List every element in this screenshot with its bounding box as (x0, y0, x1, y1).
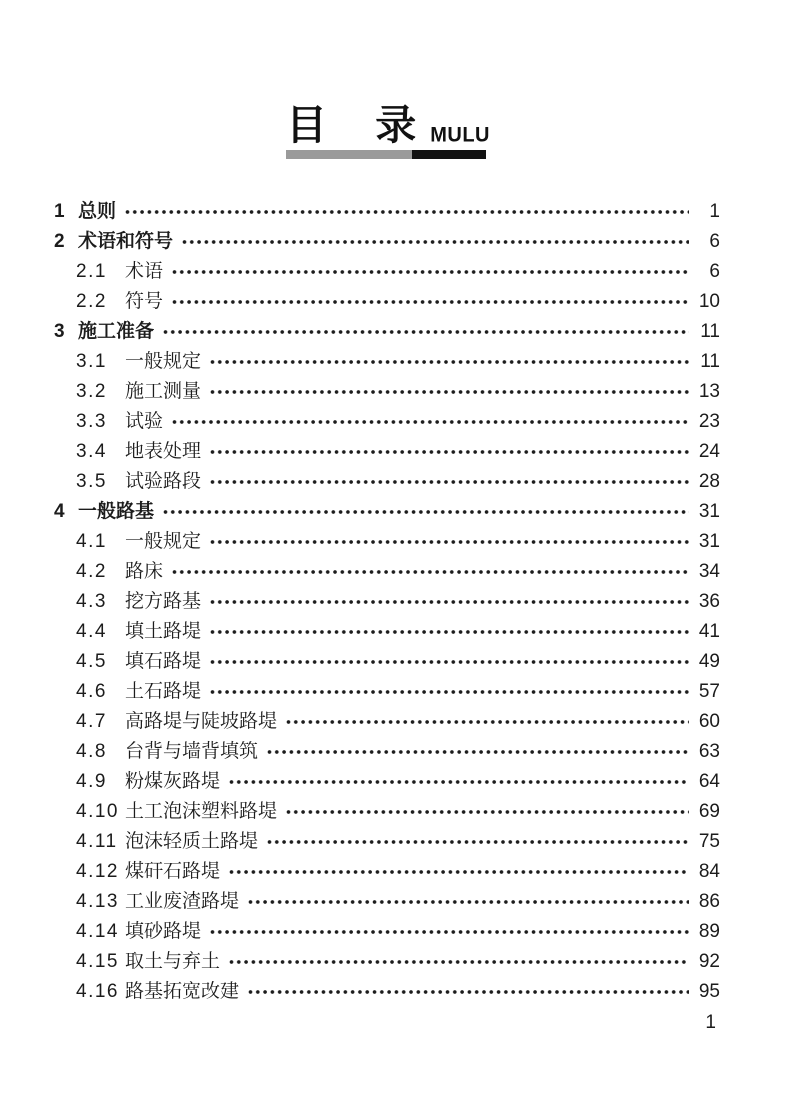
toc-entry-title: 填石路堤 (125, 651, 202, 672)
toc-entry (0, 917, 720, 947)
toc-entry-page: 11 (700, 321, 720, 342)
toc-entry (0, 347, 720, 377)
toc-entry-page: 1 (709, 201, 720, 222)
toc-entry-page: 28 (698, 471, 720, 492)
dotted-leader (266, 737, 689, 767)
page-header (286, 100, 490, 159)
dotted-leader (124, 197, 689, 227)
toc-entry-page: 13 (698, 381, 720, 402)
toc-entry-title: 挖方路基 (125, 591, 202, 612)
toc-entry (0, 467, 720, 497)
toc-entry-number: 4.4 (76, 621, 107, 642)
toc-entry-number: 4.13 (76, 891, 119, 912)
toc-entry-number: 3 (54, 321, 67, 342)
toc-entry (0, 227, 720, 257)
toc-entry-number: 4.1 (76, 531, 107, 552)
toc-entry-number: 4.14 (76, 921, 119, 942)
toc-entry-number: 4.8 (76, 741, 107, 762)
title-char-left: 目 (286, 102, 327, 148)
toc-entry (0, 527, 720, 557)
toc-entry-number: 3.1 (76, 351, 107, 372)
dotted-leader (171, 257, 689, 287)
dotted-leader (247, 977, 689, 1007)
dotted-leader (228, 947, 689, 977)
dotted-leader (209, 587, 689, 617)
toc-entry-title: 泡沫轻质土路堤 (125, 831, 259, 852)
toc-entry (0, 287, 720, 317)
toc-entry-title: 一般规定 (125, 531, 202, 552)
toc-entry (0, 407, 720, 437)
toc-entry (0, 857, 720, 887)
dotted-leader (171, 557, 689, 587)
toc-entry-page: 89 (698, 921, 720, 942)
toc-entry-page: 34 (698, 561, 720, 582)
toc-entry-number: 4.16 (76, 981, 119, 1002)
title-char-right: 录 (375, 102, 417, 148)
toc-entry-title: 地表处理 (125, 441, 202, 462)
toc-entry (0, 947, 720, 977)
toc-entry-title: 土石路堤 (125, 681, 202, 702)
toc-entry-title: 高路堤与陡坡路堤 (125, 711, 278, 732)
toc-entry-number: 4.3 (76, 591, 107, 612)
toc-entry-page: 69 (698, 801, 720, 822)
dotted-leader (171, 287, 689, 317)
toc-entry-title: 一般规定 (125, 351, 202, 372)
toc-entry (0, 737, 720, 767)
dotted-leader (181, 227, 689, 257)
toc-entry-title: 工业废渣路堤 (125, 891, 240, 912)
title-pinyin: MULU (430, 123, 490, 147)
toc-entry-title: 一般路基 (78, 501, 155, 522)
toc-entry (0, 437, 720, 467)
toc-entry (0, 707, 720, 737)
toc-entry (0, 497, 720, 527)
toc-entry (0, 617, 720, 647)
toc-entry (0, 197, 720, 227)
toc-entry-number: 4 (54, 501, 67, 522)
dotted-leader (171, 407, 689, 437)
toc-entry-number: 3.5 (76, 471, 107, 492)
toc-entry-title: 土工泡沫塑料路堤 (125, 801, 278, 822)
dotted-leader (209, 647, 689, 677)
toc-entry-number: 4.15 (76, 951, 119, 972)
toc-entry-page: 86 (698, 891, 720, 912)
toc-entry-title: 总则 (78, 201, 117, 222)
toc-entry-number: 2.1 (76, 261, 107, 282)
toc-entry-title: 台背与墙背填筑 (125, 741, 259, 762)
dotted-leader (209, 377, 689, 407)
toc-entry (0, 767, 720, 797)
toc-entry-page: 6 (709, 261, 720, 282)
dotted-leader (209, 467, 689, 497)
toc-entry-page: 92 (698, 951, 720, 972)
toc-entry-page: 63 (698, 741, 720, 762)
toc-entry-title: 填砂路堤 (125, 921, 202, 942)
toc-entry-number: 3.2 (76, 381, 107, 402)
toc-entry-number: 4.11 (76, 831, 118, 852)
toc-entry-page: 31 (698, 501, 720, 522)
toc-entry-page: 95 (698, 981, 720, 1002)
dotted-leader (285, 707, 689, 737)
toc-entry (0, 827, 720, 857)
toc-entry-page: 10 (698, 291, 720, 312)
toc-entry (0, 647, 720, 677)
toc-entry-title: 试验路段 (125, 471, 202, 492)
toc-entry-number: 4.7 (76, 711, 107, 732)
title-underline-bar (286, 150, 486, 159)
toc-entry-number: 2 (54, 231, 67, 252)
toc-entry-title: 试验 (125, 411, 164, 432)
toc-entry-page: 36 (698, 591, 720, 612)
toc-entry-page: 60 (698, 711, 720, 732)
dotted-leader (209, 677, 689, 707)
dotted-leader (247, 887, 689, 917)
toc-entry-number: 3.3 (76, 411, 107, 432)
toc-entry (0, 887, 720, 917)
toc-entry (0, 257, 720, 287)
toc-entry-number: 4.2 (76, 561, 107, 582)
dotted-leader (209, 917, 689, 947)
toc-entry-page: 75 (698, 831, 720, 852)
toc-entry (0, 677, 720, 707)
toc-entry-number: 3.4 (76, 441, 107, 462)
toc-entry-page: 23 (698, 411, 720, 432)
toc-entry-title: 煤矸石路堤 (125, 861, 221, 882)
dotted-leader (285, 797, 689, 827)
toc-entry-number: 1 (54, 201, 67, 222)
toc-entry (0, 797, 720, 827)
toc-entry-number: 2.2 (76, 291, 107, 312)
toc-entry (0, 557, 720, 587)
toc-entry-number: 4.12 (76, 861, 119, 882)
toc-entry (0, 317, 720, 347)
toc-entry-title: 符号 (125, 291, 164, 312)
toc-entry-page: 49 (698, 651, 720, 672)
toc-entry-page: 11 (700, 351, 720, 372)
toc-entry-title: 施工准备 (78, 321, 155, 342)
dotted-leader (162, 317, 689, 347)
dotted-leader (228, 767, 689, 797)
toc-entry-title: 路床 (125, 561, 164, 582)
toc-entry-number: 4.9 (76, 771, 107, 792)
toc-entry-title: 粉煤灰路堤 (125, 771, 221, 792)
toc-entry-number: 4.10 (76, 801, 119, 822)
toc-entry (0, 977, 720, 1007)
toc-entry-title: 术语和符号 (78, 231, 174, 252)
toc-entry-title: 取土与弃土 (125, 951, 221, 972)
dotted-leader (209, 437, 689, 467)
dotted-leader (162, 497, 689, 527)
toc-entry (0, 587, 720, 617)
toc-entry-page: 64 (698, 771, 720, 792)
toc-entry-page: 57 (698, 681, 720, 702)
dotted-leader (228, 857, 689, 887)
dotted-leader (266, 827, 689, 857)
dotted-leader (209, 527, 689, 557)
page-number: 1 (705, 1012, 716, 1033)
toc-entry-number: 4.6 (76, 681, 107, 702)
toc-entry-title: 术语 (125, 261, 164, 282)
dotted-leader (209, 617, 689, 647)
toc-entry-page: 6 (709, 231, 720, 252)
toc-entry-page: 31 (698, 531, 720, 552)
toc-entry-title: 路基拓宽改建 (125, 981, 240, 1002)
dotted-leader (209, 347, 689, 377)
page-title (286, 100, 490, 146)
toc-list (0, 197, 720, 1007)
toc-entry-title: 施工测量 (125, 381, 202, 402)
toc-entry-number: 4.5 (76, 651, 107, 672)
toc-entry-page: 24 (698, 441, 720, 462)
toc-entry-title: 填土路堤 (125, 621, 202, 642)
toc-entry-page: 41 (698, 621, 720, 642)
toc-entry-page: 84 (698, 861, 720, 882)
toc-entry (0, 377, 720, 407)
